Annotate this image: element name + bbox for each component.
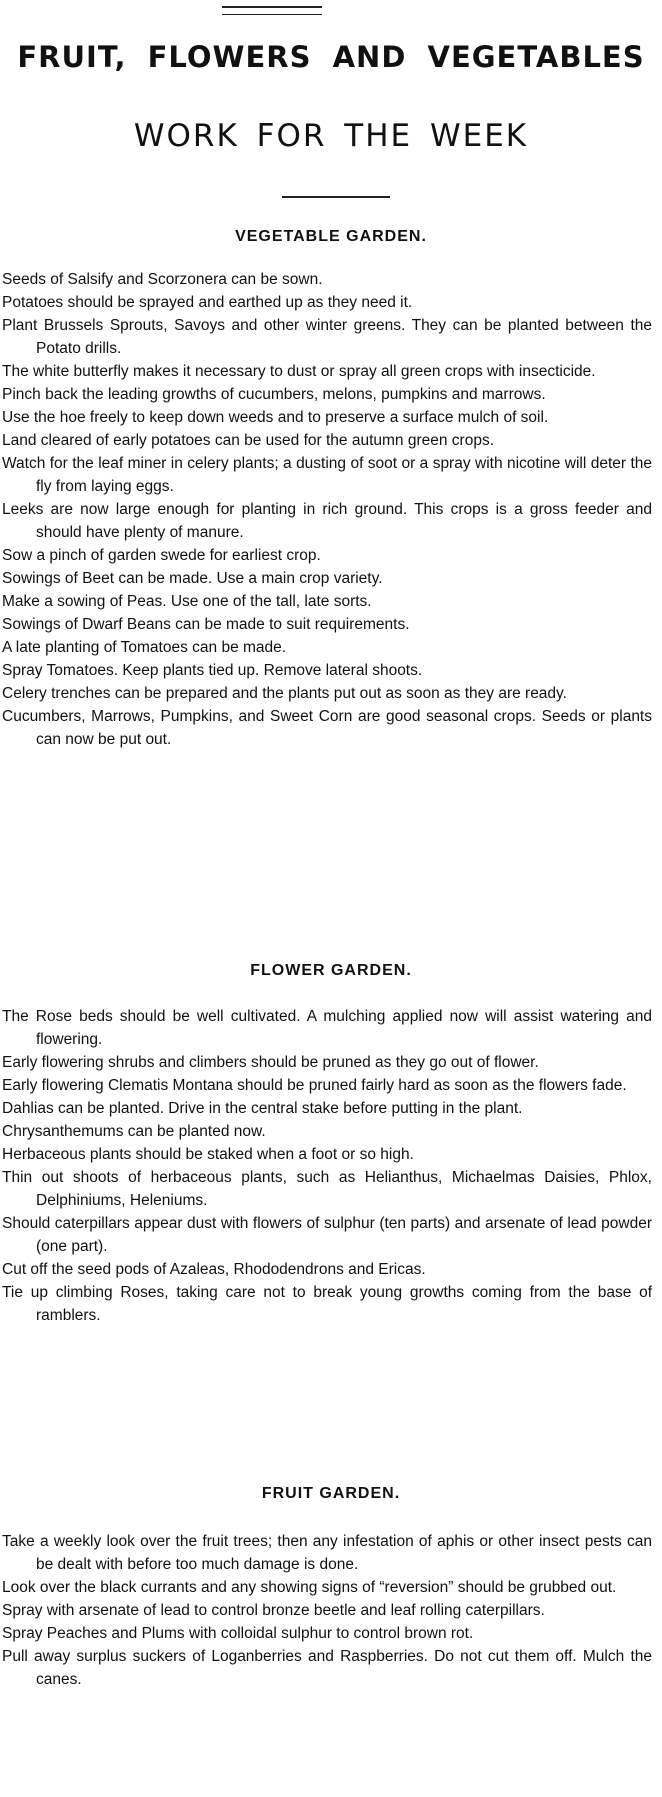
list-item: Early flowering shrubs and climbers should be pruned as they go out of flower. bbox=[2, 1054, 539, 1071]
list-item: Pinch back the leading growths of cucumbers, melons, pumpkins and marrows. bbox=[2, 386, 546, 403]
vegetable-garden-title: VEGETABLE GARDEN. bbox=[235, 228, 427, 245]
list-item: Seeds of Salsify and Scorzonera can be sown. bbox=[2, 271, 323, 288]
list-item: Sowings of Beet can be made. Use a main crop variety. bbox=[2, 570, 383, 587]
list-item: Sow a pinch of garden swede for earliest crop. bbox=[2, 547, 321, 564]
list-item: A late planting of Tomatoes can be made. bbox=[2, 639, 287, 656]
list-item: Spray Tomatoes. Keep plants tied up. Remove lateral shoots. bbox=[2, 662, 423, 679]
top-rule-thin bbox=[222, 14, 322, 15]
subhead: WORK FOR THE WEEK bbox=[133, 118, 529, 154]
list-item: Spray with arsenate of lead to control bronze beetle and leaf rolling caterpillars. bbox=[2, 1602, 545, 1619]
list-item: Leeks are now large enough for planting in rich ground. This crops is a gross feeder and should have plenty of manure. bbox=[2, 501, 652, 541]
list-item: Cucumbers, Marrows, Pumpkins, and Sweet Corn are good seasonal crops. Seeds or plants can now be put out. bbox=[2, 708, 652, 748]
list-item: Sowings of Dwarf Beans can be made to suit requirements. bbox=[2, 616, 410, 633]
list-item: Look over the black currants and any showing signs of “reversion” should be grubbed out. bbox=[2, 1579, 617, 1596]
list-item: Make a sowing of Peas. Use one of the tall, late sorts. bbox=[2, 593, 372, 610]
list-item: Dahlias can be planted. Drive in the central stake before putting in the plant. bbox=[2, 1100, 523, 1117]
divider bbox=[282, 196, 390, 198]
top-rule bbox=[222, 6, 322, 8]
list-item: Plant Brussels Sprouts, Savoys and other winter greens. They can be planted between the Potato drills. bbox=[2, 317, 652, 357]
list-item: The Rose beds should be well cultivated. A mulching applied now will assist watering and flowering. bbox=[2, 1008, 652, 1048]
list-item: Chrysanthemums can be planted now. bbox=[2, 1123, 266, 1140]
flower-garden-list bbox=[2, 1005, 652, 1327]
list-item: Herbaceous plants should be staked when a foot or so high. bbox=[2, 1146, 414, 1163]
list-item: Cut off the seed pods of Azaleas, Rhododendrons and Ericas. bbox=[2, 1261, 426, 1278]
list-item: Should caterpillars appear dust with flowers of sulphur (ten parts) and arsenate of lead powder (one part). bbox=[2, 1215, 652, 1255]
list-item: The white butterfly makes it necessary to dust or spray all green crops with insecticide. bbox=[2, 363, 596, 380]
list-item: Pull away surplus suckers of Loganberries and Raspberries. Do not cut them off. Mulch the canes. bbox=[2, 1648, 652, 1688]
list-item: Potatoes should be sprayed and earthed up as they need it. bbox=[2, 294, 413, 311]
fruit-garden-title: FRUIT GARDEN. bbox=[261, 1485, 401, 1502]
list-item: Thin out shoots of herbaceous plants, such as Helianthus, Michaelmas Daisies, Phlox, Delphiniums, Heleniums. bbox=[2, 1169, 652, 1209]
list-item: Early flowering Clematis Montana should be pruned fairly hard as soon as the flowers fade. bbox=[2, 1077, 627, 1094]
list-item: Take a weekly look over the fruit trees; then any infestation of aphis or other insect pests can be dealt with before too much damage is done. bbox=[2, 1533, 652, 1573]
list-item: Use the hoe freely to keep down weeds and to preserve a surface mulch of soil. bbox=[2, 409, 549, 426]
list-item: Tie up climbing Roses, taking care not to break young growths coming from the base of ramblers. bbox=[2, 1284, 652, 1324]
masthead: FRUIT, FLOWERS AND VEGETABLES bbox=[17, 40, 645, 74]
list-item: Celery trenches can be prepared and the plants put out as soon as they are ready. bbox=[2, 685, 567, 702]
list-item: Land cleared of early potatoes can be used for the autumn green crops. bbox=[2, 432, 495, 449]
fruit-garden-list bbox=[2, 1530, 652, 1691]
list-item: Spray Peaches and Plums with colloidal sulphur to control brown rot. bbox=[2, 1625, 474, 1642]
flower-garden-title: FLOWER GARDEN. bbox=[250, 962, 412, 979]
vegetable-garden-list bbox=[2, 268, 652, 751]
list-item: Watch for the leaf miner in celery plants; a dusting of soot or a spray with nicotine will deter the fly from laying eggs. bbox=[2, 455, 652, 495]
